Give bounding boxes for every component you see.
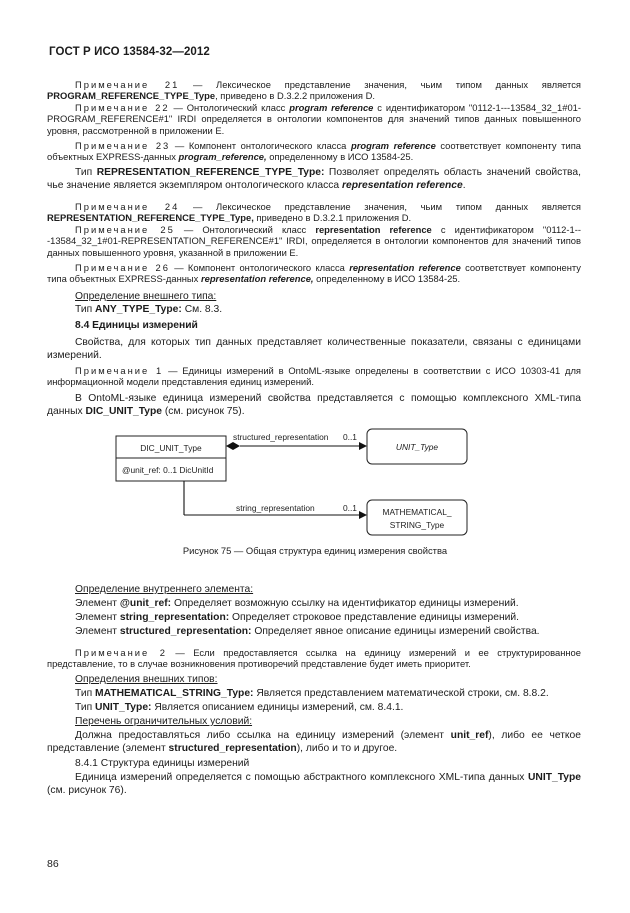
figure-caption: Рисунок 75 — Общая структура единиц измерения свойства — [182, 545, 448, 556]
int-def-string-representation: Элемент string_representation: Определяет строковое представление единицы измерений. — [75, 612, 520, 623]
constraints-text: Должна предоставляться либо ссылка на единицу измерений (элемент unit_ref), либо ее четкое представление (элемент structured_representation), либо и то и другое. — [47, 730, 581, 754]
subsection-text: Единица измерений определяется с помощью абстрактного комплексного XML-типа данных UNIT_Type (см. рисунок 76). — [47, 772, 581, 796]
edge1-label: structured_representation — [233, 432, 329, 442]
constraints-heading: Перечень ограничительных условий: — [75, 716, 253, 727]
math-string-type-label-1: MATHEMATICAL_ — [382, 507, 452, 517]
edge1-cardinality: 0..1 — [343, 432, 357, 442]
note-2: Примечание 2 — Если предоставляется ссылка на единицу измерений и ее структурированное представление, то в случае возникновения противоречий представление будет иметь приоритет. — [47, 647, 581, 670]
page-number: 86 — [47, 858, 59, 870]
ext-def-math-string: Тип MATHEMATICAL_STRING_Type: Является представлением математической строки, см. 8.8.2. — [75, 688, 549, 699]
int-def-unit-ref: Элемент @unit_ref: Определяет возможную ссылку на идентификатор единицы измерений. — [75, 598, 519, 609]
note-26: Примечание 26 — Компонент онтологического класса representation reference соответствует компоненту типа объектных EXPRESS-данных representation reference, определенному в ИСО 13584-25. — [47, 262, 581, 285]
section-text: Свойства, для которых тип данных представляет количественные показатели, связаны с единицами измерений. — [47, 337, 581, 361]
section-title: 8.4 Единицы измерений — [75, 320, 198, 331]
unit-ref-attr: @unit_ref: 0..1 DicUnitId — [122, 465, 214, 475]
note-23: Примечание 23 — Компонент онтологического класса program reference соответствует компоненту типа объектных EXPRESS-данных program_reference, определенному в ИСО 13584-25. — [47, 140, 581, 163]
intro-paragraph: В OntoML-языке единица измерений свойства представляется с помощью комплексного XML-типа данных DIC_UNIT_Type (см. рисунок 75). — [47, 393, 581, 417]
math-string-type-label-2: STRING_Type — [389, 520, 445, 530]
unit-type-label: UNIT_Type — [395, 442, 439, 452]
edge2-label: string_representation — [236, 503, 315, 513]
page-header: ГОСТ Р ИСО 13584-32—2012 — [49, 46, 210, 58]
ext-def-any-type: Тип ANY_TYPE_Type: См. 8.3. — [75, 304, 223, 315]
int-def-structured-representation: Элемент structured_representation: Определяет явное описание единицы измерений свойства. — [75, 626, 540, 637]
dic-unit-type-label: DIC_UNIT_Type — [140, 443, 202, 453]
note-25: Примечание 25 — Онтологический класс representation reference с идентификатором "0112-1---13584_32_1#01-REPRESENTATION_REFERENCE#1" IRDI, определяется в онтологии компонентов для значений типов данных повышенного уровня, указанной в приложении Е. — [47, 224, 581, 258]
ext-defs-heading: Определения внешних типов: — [75, 674, 218, 685]
subsection-title: 8.4.1 Структура единицы измерений — [75, 758, 250, 769]
aggregation-diamond — [226, 442, 240, 450]
note-22: Примечание 22 — Онтологический класс program reference с идентификатором "0112-1---13584_32_1#01-PROGRAM_REFERENCE#1" IRDI определяется в онтологии компонентов для значений типов данных повышенного уровня, рассмотренной в приложении Е. — [47, 102, 581, 136]
type-representation-reference: Тип REPRESENTATION_REFERENCE_TYPE_Type: Позволяет определять область значений свойства, чье значение является экземпляром онтологического класса representation reference. — [47, 167, 581, 191]
note-1: Примечание 1 — Единицы измерений в OntoML-языке определены в соответствии с ИСО 10303-41 для информационной модели представления единиц измерений. — [47, 365, 581, 388]
ext-def-heading: Определение внешнего типа: — [75, 291, 217, 302]
note-24: Примечание 24 — Лексическое представление значения, чьим типом данных является REPRESENTATION_REFERENCE_TYPE_Type, приведено в D.3.2.1 приложения D. — [47, 201, 581, 224]
edge2-cardinality: 0..1 — [343, 503, 357, 513]
ext-def-unit-type: Тип UNIT_Type: Является описанием единицы измерений, см. 8.4.1. — [75, 702, 404, 713]
int-def-heading: Определение внутреннего элемента: — [75, 584, 254, 595]
note-21: Примечание 21 — Лексическое представление значения, чьим типом данных является PROGRAM_REFERENCE_TYPE_Type, приведено в D.3.2.2 приложения D. — [47, 79, 581, 102]
